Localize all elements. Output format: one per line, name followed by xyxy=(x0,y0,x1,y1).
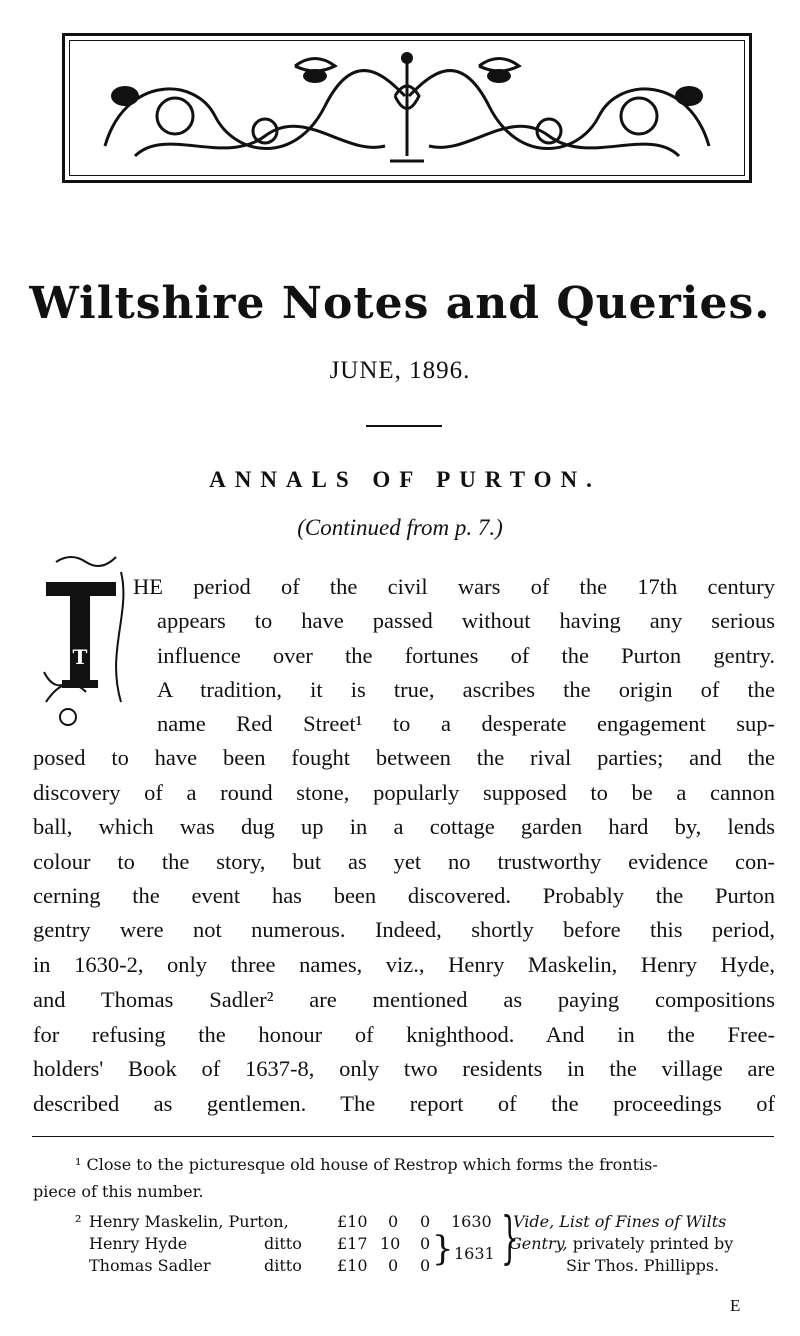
fn2-name: Thomas Sadler xyxy=(89,1256,211,1275)
fn2-name: Henry Hyde xyxy=(89,1234,188,1253)
drop-cap-letter: T xyxy=(72,645,88,669)
article-line: in 1630-2, only three names, viz., Henry Maskelin, Henry Hyde, xyxy=(33,952,775,977)
article-line: posed to have been fought between the rival parties; and the xyxy=(33,745,775,770)
fn2-pounds: £10 xyxy=(337,1256,368,1275)
article-line: colour to the story, but as yet no trustworthy evidence con- xyxy=(33,849,775,874)
fn2-pounds: £17 xyxy=(337,1234,368,1253)
brace-icon: } xyxy=(432,1229,454,1269)
article-line: gentry were not numerous. Indeed, shortly before this period, xyxy=(33,917,775,942)
fn2-pence: 0 xyxy=(420,1234,431,1253)
fn2-pence: 0 xyxy=(420,1212,431,1231)
fn2-note: Sir Thos. Phillipps. xyxy=(566,1256,720,1275)
article-line: described as gentlemen. The report of the proceedings of xyxy=(33,1091,775,1116)
article-line: appears to have passed without having any serious xyxy=(157,608,775,633)
article-heading: ANNALS OF PURTON. xyxy=(209,467,601,492)
article-line: cerning the event has been discovered. Probably the Purton xyxy=(33,883,775,908)
footnote-2-mark: ² xyxy=(75,1212,82,1231)
decorative-header-ornament xyxy=(62,33,752,183)
article-line: name Red Street¹ to a desperate engagement sup- xyxy=(157,711,775,736)
fn2-place: ditto xyxy=(264,1234,302,1253)
fn2-shillings: 0 xyxy=(388,1212,399,1231)
drop-cap-ornament xyxy=(36,552,128,728)
article-line: for refusing the honour of knighthood. And in the Free- xyxy=(33,1022,775,1047)
fn2-shillings: 0 xyxy=(388,1256,399,1275)
divider xyxy=(366,425,442,427)
article-line: holders' Book of 1637-8, only two residents in the village are xyxy=(33,1056,775,1081)
article-line: HE period of the civil wars of the 17th century xyxy=(133,574,775,599)
publication-title: Wiltshire Notes and Queries. xyxy=(29,278,771,329)
fn2-note: Gentry, xyxy=(509,1234,568,1253)
fn2-pounds: £10 xyxy=(337,1212,368,1231)
article-line: ball, which was dug up in a cottage garden hard by, lends xyxy=(33,814,775,839)
brace-icon: } xyxy=(500,1206,519,1271)
footnote-divider xyxy=(32,1136,774,1137)
fn2-shillings: 10 xyxy=(380,1234,401,1253)
fn2-year-group: 1631 xyxy=(454,1244,495,1263)
fn2-name: Henry Maskelin, Purton, xyxy=(89,1212,289,1231)
fn2-note: Vide, List of Fines of Wilts xyxy=(513,1212,727,1231)
fn2-place: ditto xyxy=(264,1256,302,1275)
footnote-1-line-2: piece of this number. xyxy=(33,1182,204,1201)
issue-date: JUNE, 1896. xyxy=(329,357,471,384)
continued-note: (Continued from p. 7.) xyxy=(297,515,503,540)
fn2-year: 1630 xyxy=(451,1212,492,1231)
article-line: and Thomas Sadler² are mentioned as paying compositions xyxy=(33,987,775,1012)
article-line: influence over the fortunes of the Purton gentry. xyxy=(157,643,775,668)
article-line: discovery of a round stone, popularly supposed to be a cannon xyxy=(33,780,775,805)
scrollwork-icon xyxy=(65,36,749,180)
article-line: A tradition, it is true, ascribes the origin of the xyxy=(157,677,775,702)
fn2-pence: 0 xyxy=(420,1256,431,1275)
fn2-note: privately printed by xyxy=(567,1234,734,1253)
signature-mark: E xyxy=(730,1296,741,1315)
footnote-1-line-1: ¹ Close to the picturesque old house of Restrop which forms the frontis- xyxy=(75,1155,658,1174)
